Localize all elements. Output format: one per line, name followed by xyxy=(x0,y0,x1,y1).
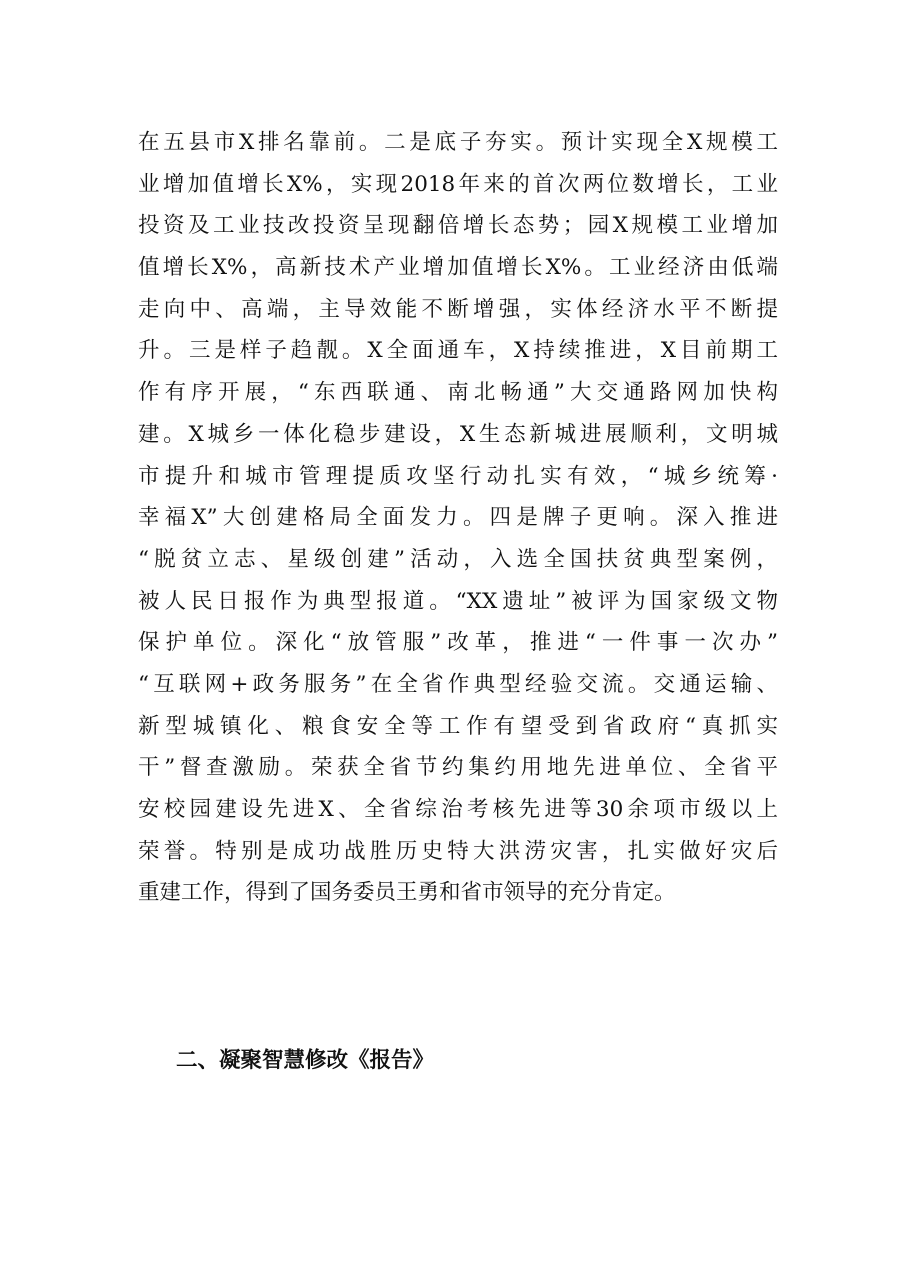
text-line: “互联网+政务服务”在全省作典型经验交流。交通运输、 xyxy=(138,671,778,697)
text-line: 升。三是样子趋靓。X全面通车，X持续推进，X目前期工 xyxy=(138,338,778,364)
text-line: “脱贫立志、星级创建”活动，入选全国扶贫典型案例， xyxy=(138,546,778,572)
text-line: 业增加值增长X%，实现2018年来的首次两位数增长，工业 xyxy=(138,171,778,197)
text-line: 幸福X”大创建格局全面发力。四是牌子更响。深入推进 xyxy=(138,505,778,531)
text-line: 新型城镇化、粮食安全等工作有望受到省政府“真抓实 xyxy=(138,713,778,739)
text-line: 作有序开展，“东西联通、南北畅通”大交通路网加快构 xyxy=(138,380,778,406)
text-line: 被人民日报作为典型报道。“XX遗址”被评为国家级文物 xyxy=(138,588,778,614)
text-line: 市提升和城市管理提质攻坚行动扎实有效，“城乡统筹· xyxy=(138,463,778,489)
section-heading: 二、凝聚智慧修改《报告》 xyxy=(176,1048,435,1073)
text-line: 干”督查激励。荣获全省节约集约用地先进单位、全省平 xyxy=(138,755,778,781)
text-line: 值增长X%，高新技术产业增加值增长X%。工业经济由低端 xyxy=(138,255,778,281)
text-line: 荣誉。特别是成功战胜历史特大洪涝灾害，扎实做好灾后 xyxy=(138,838,778,864)
text-line: 建。X城乡一体化稳步建设，X生态新城进展顺利，文明城 xyxy=(138,421,778,447)
text-line: 投资及工业技改投资呈现翻倍增长态势；园X规模工业增加 xyxy=(138,213,778,239)
text-line: 在五县市X排名靠前。二是底子夯实。预计实现全X规模工 xyxy=(138,130,778,155)
text-line: 安校园建设先进X、全省综治考核先进等30余项市级以上 xyxy=(138,797,778,822)
text-line: 走向中、高端，主导效能不断增强，实体经济水平不断提 xyxy=(138,296,778,322)
text-line: 保护单位。深化“放管服”改革，推进“一件事一次办” xyxy=(138,630,778,656)
text-line-last: 重建工作，得到了国务委员王勇和省市领导的充分肯定。 xyxy=(138,880,676,906)
body-paragraph xyxy=(138,122,778,914)
